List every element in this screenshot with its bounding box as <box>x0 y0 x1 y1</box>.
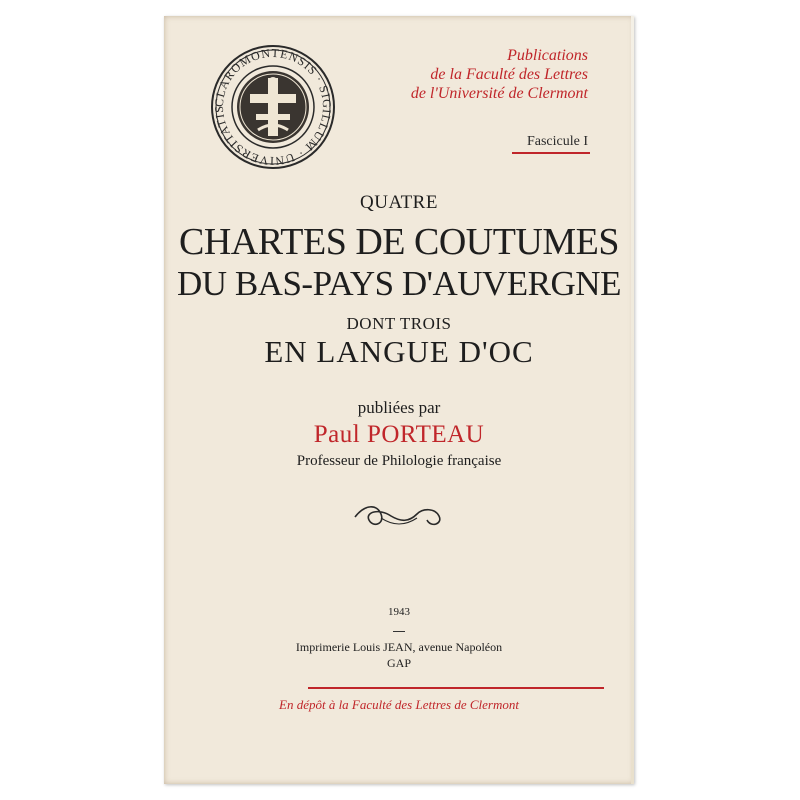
depot-line: En dépôt à la Faculté des Lettres de Clermont <box>279 697 519 712</box>
depot-rule <box>308 687 604 689</box>
fascicule-underline <box>512 152 590 154</box>
publications-line-1: Publications <box>507 47 588 64</box>
published-by: publiées par <box>357 398 441 417</box>
book-cover <box>164 16 634 784</box>
ornament-icon <box>351 502 447 532</box>
printer-city: GAP <box>386 656 411 670</box>
publications-line-3: de l'Université de Clermont <box>410 85 588 102</box>
printer-line: Imprimerie Louis JEAN, avenue Napoléon <box>295 640 503 654</box>
publication-year: 1943 <box>388 606 410 618</box>
title-line-quatre: QUATRE <box>360 192 438 213</box>
publications-line-2: de la Faculté des Lettres <box>430 66 588 83</box>
author-name: Paul PORTEAU <box>313 421 485 448</box>
title-line-chartes: CHARTES DE COUTUMES <box>178 221 620 263</box>
title-line-langue-doc: EN LANGUE D'OC <box>264 334 534 369</box>
publications-block <box>411 46 588 103</box>
svg-text:CLAROMONTENSIS · SIGILLUM · UN: CLAROMONTENSIS · SIGILLUM · UNIVERSITATIS <box>211 45 335 169</box>
fascicule-label: Fascicule I <box>526 134 588 149</box>
year-dash <box>393 631 405 632</box>
university-seal-icon <box>208 42 338 172</box>
title-line-dont-trois: DONT TROIS <box>346 314 452 333</box>
title-line-bas-pays: DU BAS-PAYS D'AUVERGNE <box>177 264 621 303</box>
author-role: Professeur de Philologie française <box>296 453 502 469</box>
